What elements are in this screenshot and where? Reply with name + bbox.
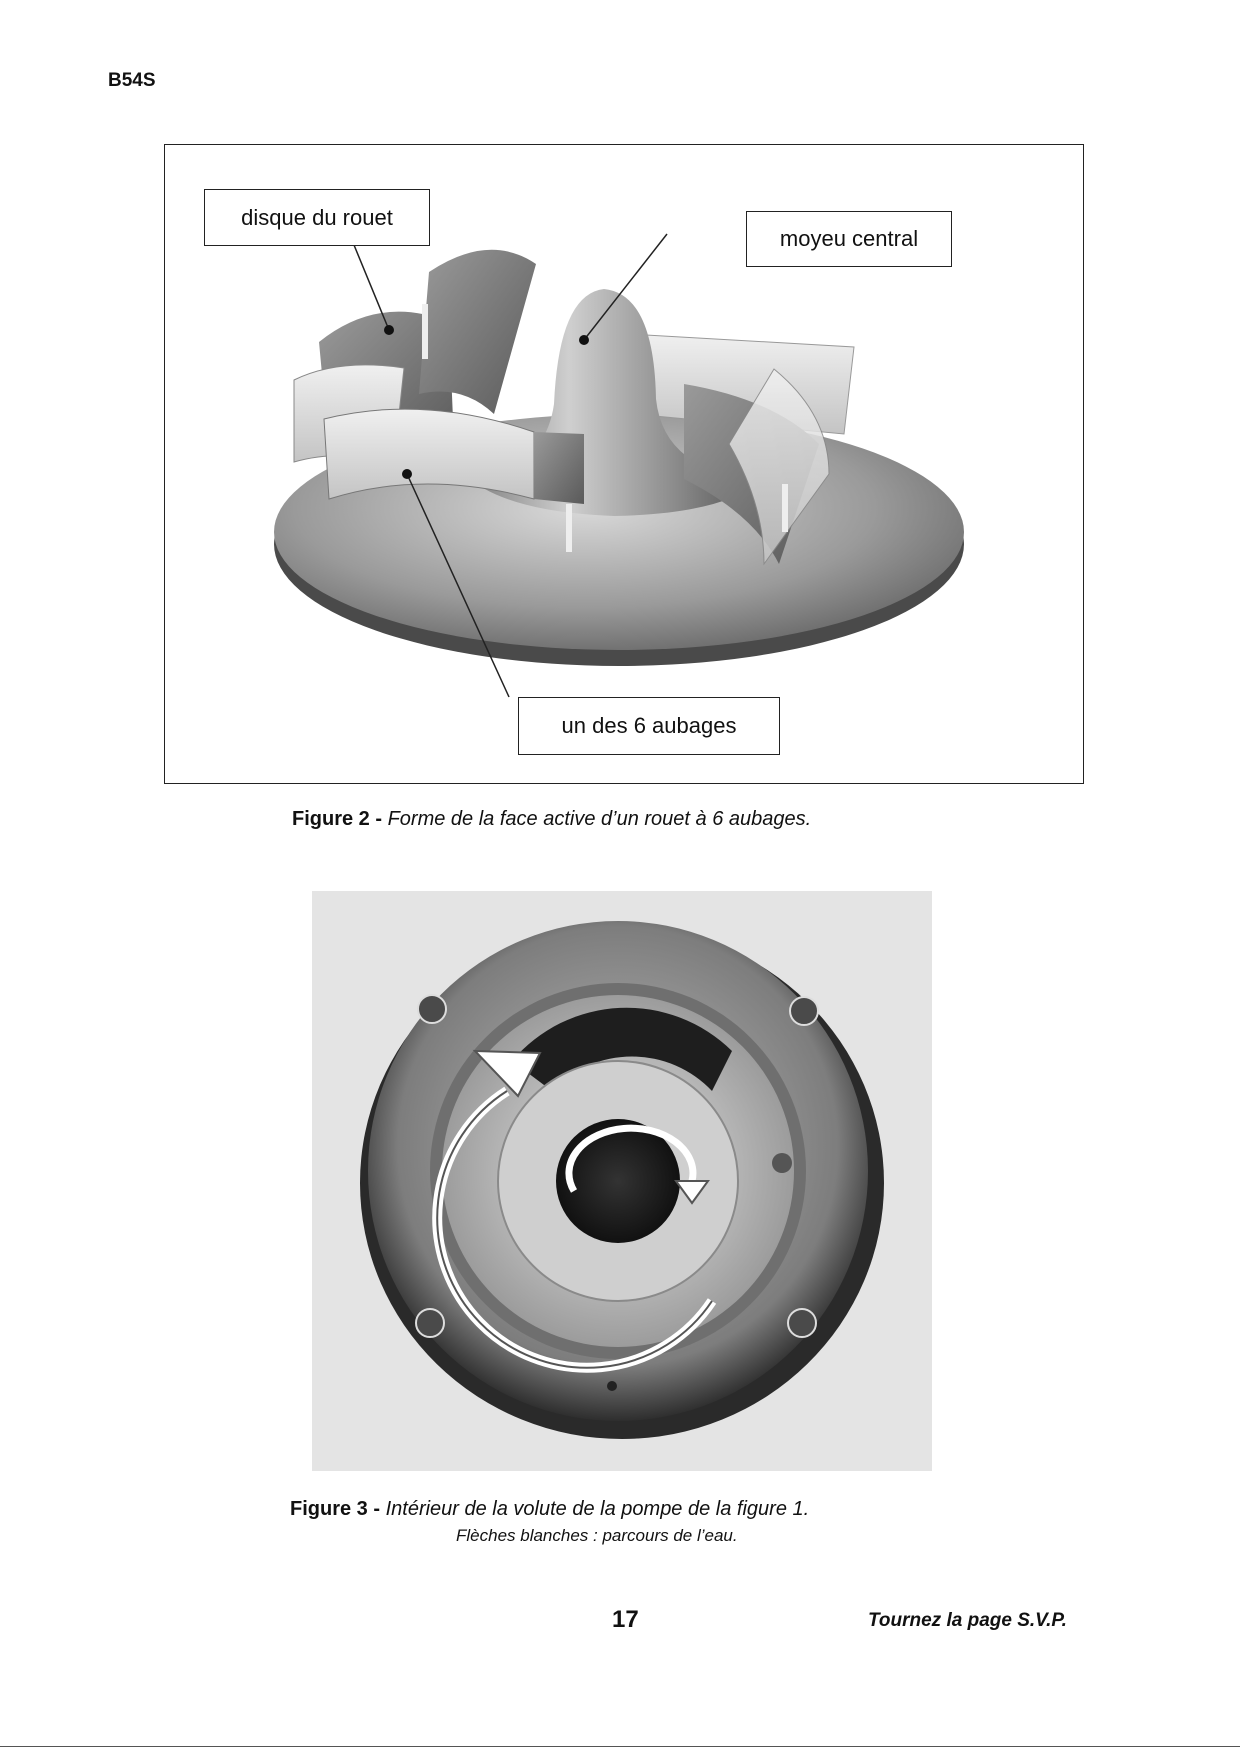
blade-front-main-side: [534, 432, 584, 504]
bolt-hole: [788, 1309, 816, 1337]
blade-tip: [422, 304, 428, 359]
figure-3-text: Intérieur de la volute de la pompe de la figure 1.: [385, 1498, 810, 1520]
callout-blade: un des 6 aubages: [518, 697, 780, 755]
page-number: 17: [612, 1606, 639, 1633]
callout-disc: disque du rouet: [204, 189, 430, 246]
bottom-rule: [0, 1746, 1240, 1747]
figure-2-text: Forme de la face active d’un rouet à 6 aubages.: [387, 808, 812, 830]
blade-tip: [566, 504, 572, 552]
figure-2-caption: [292, 808, 811, 831]
bolt-hole: [418, 995, 446, 1023]
bolt-hole: [790, 997, 818, 1025]
turn-page-note: Tournez la page S.V.P.: [868, 1610, 1067, 1631]
bolt-hole: [772, 1153, 792, 1173]
callout-hub: moyeu central: [746, 211, 952, 267]
figure-3-subcaption: Flèches blanches : parcours de l’eau.: [456, 1526, 738, 1545]
leader-dot-hub: [579, 335, 589, 345]
leader-dot-disc: [384, 325, 394, 335]
leader-dot-blade: [402, 469, 412, 479]
document-code: B54S: [108, 70, 156, 91]
figure-3-label: Figure 3 -: [290, 1498, 381, 1520]
bolt-hole: [607, 1381, 617, 1391]
volute-photo: [312, 891, 932, 1471]
figure-3-caption: [290, 1498, 809, 1521]
blade-tip: [782, 484, 788, 532]
blade-back-top: [419, 250, 536, 414]
bolt-hole: [416, 1309, 444, 1337]
figure-2-label: Figure 2 -: [292, 808, 383, 830]
